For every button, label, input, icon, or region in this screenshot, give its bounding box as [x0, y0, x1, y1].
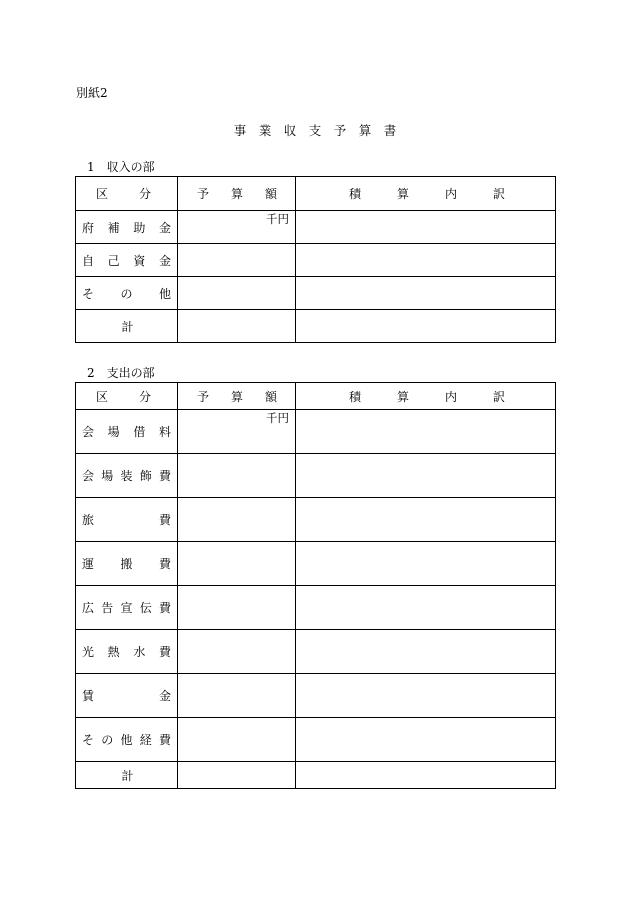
expense-category-cell [76, 674, 178, 718]
expense-category-label: 光熱水費 [82, 645, 171, 659]
expense-budget-cell[interactable] [178, 674, 296, 718]
income-category-label: その他 [82, 286, 171, 301]
income-total-row [76, 310, 556, 343]
expense-category-cell [76, 410, 178, 454]
expense-total-label: 計 [121, 768, 134, 783]
expense-table [75, 382, 556, 789]
income-total-budget-cell[interactable] [178, 310, 296, 343]
income-header-budget: 予算額 [197, 187, 277, 201]
expense-header-budget-cell [178, 383, 296, 410]
income-category-label: 府補助金 [82, 220, 171, 235]
table-row [76, 454, 556, 498]
income-total-label: 計 [121, 319, 134, 334]
expense-header-category: 区分 [96, 389, 151, 404]
document-title: 事 業 収 支 予 算 書 [233, 123, 397, 138]
expense-details-cell[interactable] [296, 410, 556, 454]
expense-details-cell[interactable] [296, 718, 556, 762]
expense-category-cell [76, 542, 178, 586]
attachment-label: 別紙2 [76, 86, 108, 100]
income-category-cell [76, 277, 178, 310]
table-row [76, 674, 556, 718]
income-details-cell[interactable] [296, 211, 556, 244]
table-row [76, 630, 556, 674]
expense-total-cell [76, 762, 178, 789]
income-table [75, 176, 556, 343]
expense-header-row [76, 383, 556, 410]
income-header-budget-cell [178, 177, 296, 211]
table-row [76, 718, 556, 762]
table-row [76, 277, 556, 310]
expense-category-cell [76, 630, 178, 674]
expense-category-label: 会場借料 [82, 425, 171, 439]
expense-category-cell [76, 586, 178, 630]
expense-budget-cell[interactable] [178, 718, 296, 762]
table-row [76, 586, 556, 630]
income-budget-cell[interactable] [178, 244, 296, 277]
expense-budget-cell[interactable] [178, 542, 296, 586]
income-header-category-cell [76, 177, 178, 211]
table-row [76, 410, 556, 454]
expense-category-cell [76, 454, 178, 498]
expense-details-cell[interactable] [296, 498, 556, 542]
expense-category-label: 賃金 [82, 689, 171, 703]
expense-category-label: 会場装飾費 [82, 469, 171, 483]
expense-category-label: 運搬費 [82, 557, 171, 571]
expense-header-category-cell [76, 383, 178, 410]
expense-category-label: その他経費 [82, 733, 171, 747]
income-budget-cell[interactable] [178, 277, 296, 310]
income-header-category: 区分 [96, 187, 151, 201]
expense-budget-cell[interactable] [178, 454, 296, 498]
table-row [76, 244, 556, 277]
income-header-row [76, 177, 556, 211]
expense-header-details: 積算内訳 [349, 389, 505, 404]
expense-details-cell[interactable] [296, 630, 556, 674]
expense-unit-label: 千円 [266, 411, 289, 425]
expense-total-details-cell[interactable] [296, 762, 556, 789]
expense-details-cell[interactable] [296, 542, 556, 586]
income-unit-label: 千円 [266, 212, 289, 226]
table-row [76, 211, 556, 244]
expense-category-cell [76, 498, 178, 542]
income-total-cell [76, 310, 178, 343]
income-budget-cell[interactable] [178, 211, 296, 244]
expense-details-cell[interactable] [296, 454, 556, 498]
income-category-cell [76, 211, 178, 244]
expense-category-cell [76, 718, 178, 762]
income-category-cell [76, 244, 178, 277]
income-header-details: 積算内訳 [349, 187, 505, 201]
expense-header-details-cell [296, 383, 556, 410]
income-details-cell[interactable] [296, 244, 556, 277]
expense-category-label: 広告宣伝費 [82, 601, 171, 615]
table-row [76, 498, 556, 542]
expense-section-heading: 2 支出の部 [87, 366, 155, 380]
expense-budget-cell[interactable] [178, 498, 296, 542]
expense-budget-cell[interactable] [178, 630, 296, 674]
expense-details-cell[interactable] [296, 586, 556, 630]
expense-total-row [76, 762, 556, 789]
expense-details-cell[interactable] [296, 674, 556, 718]
income-details-cell[interactable] [296, 277, 556, 310]
expense-header-budget: 予算額 [197, 389, 277, 404]
table-row [76, 542, 556, 586]
expense-budget-cell[interactable] [178, 410, 296, 454]
expense-budget-cell[interactable] [178, 586, 296, 630]
expense-category-label: 旅費 [82, 513, 171, 527]
income-total-details-cell[interactable] [296, 310, 556, 343]
expense-total-budget-cell[interactable] [178, 762, 296, 789]
income-section-heading: 1 収入の部 [87, 160, 155, 174]
income-category-label: 自己資金 [82, 253, 171, 268]
income-header-details-cell [296, 177, 556, 211]
